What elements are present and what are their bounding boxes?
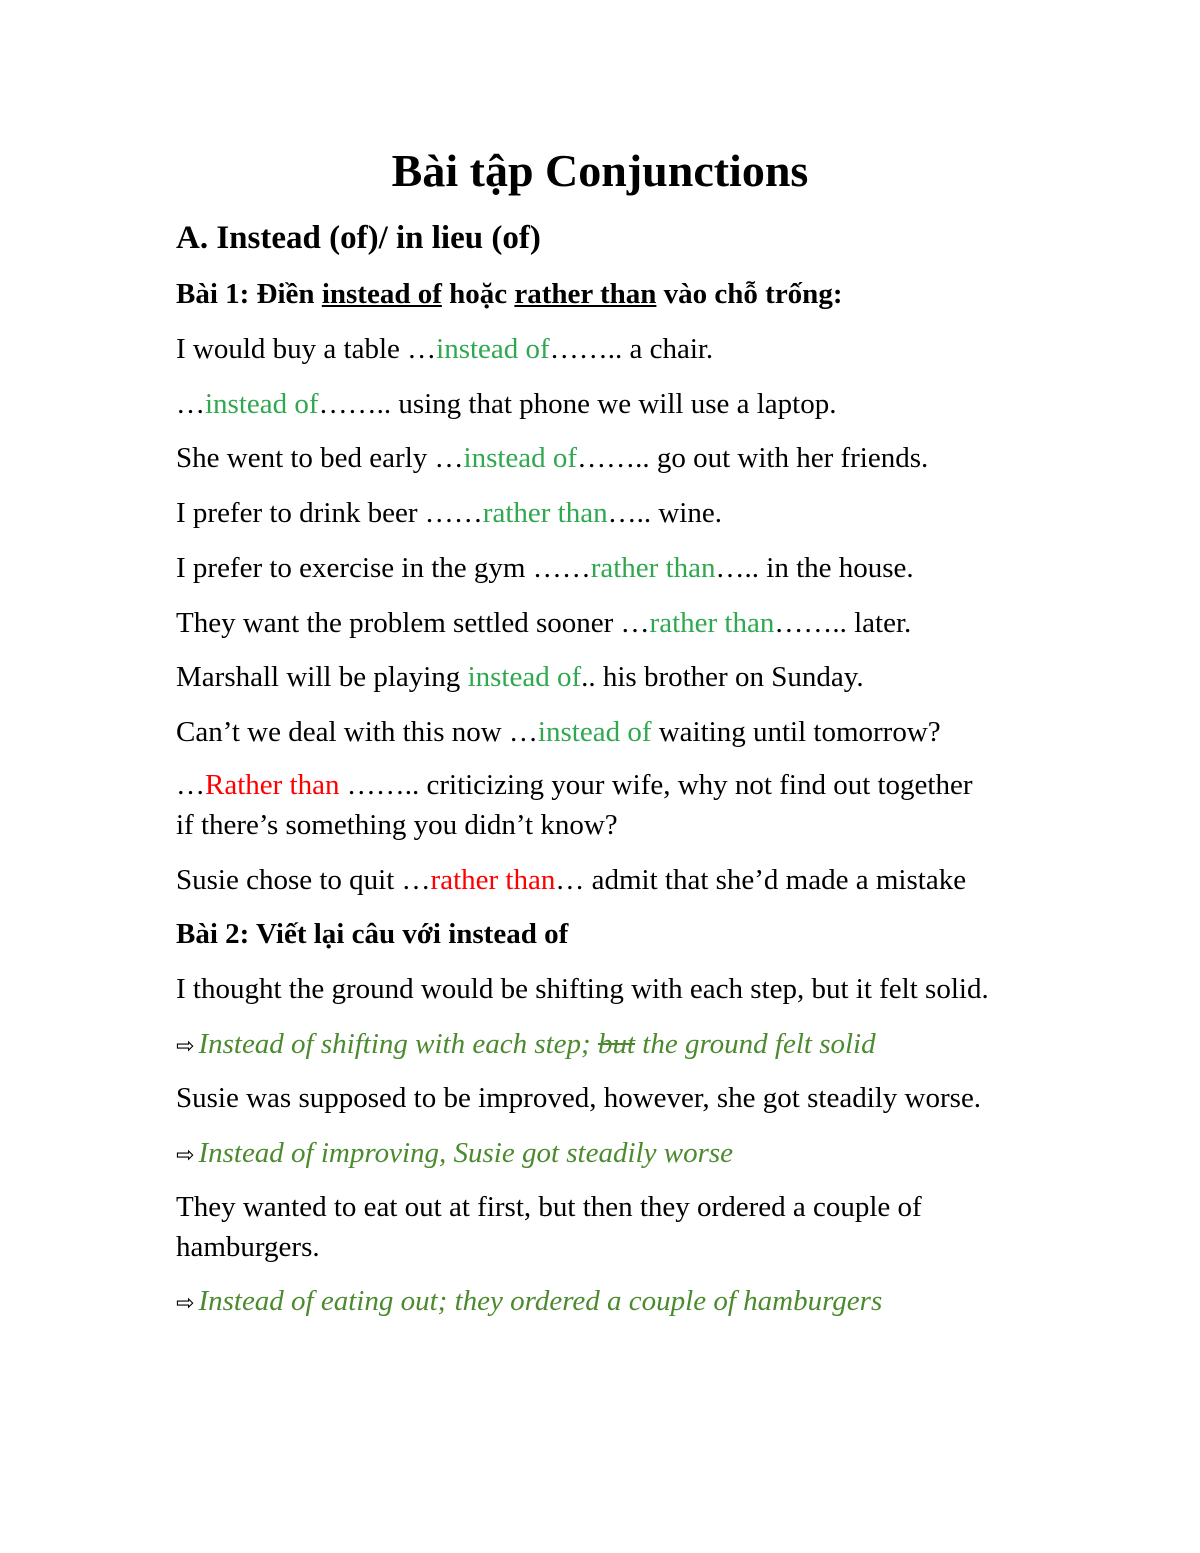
ex2-answer-3 [176, 1281, 882, 1324]
ex1-item-answer: instead of [537, 716, 652, 748]
ex1-item-8 [176, 712, 941, 752]
ex1-item-text: …….. using that phone we will use a laptop. [318, 388, 837, 420]
ex1-item-text: …….. criticizing your wife, why not find out together [339, 769, 973, 801]
ex1-item-9-continued: if there’s something you didn’t know? [176, 809, 618, 841]
ex1-item-answer: rather than [649, 607, 775, 639]
ex2-question-3: They wanted to eat out at first, but then they ordered a couple of [176, 1191, 922, 1223]
ex1-item-answer: instead of [463, 442, 578, 474]
ex1-item-text: …….. a chair. [549, 333, 714, 365]
ex2-question-2: Susie was supposed to be improved, however, she got steadily worse. [176, 1082, 982, 1114]
arrow-right-icon: ⇨ [176, 1291, 195, 1316]
ex1-item-10 [176, 860, 966, 900]
arrow-right-icon: ⇨ [176, 1143, 195, 1168]
exercise-1-mid: hoặc [441, 278, 515, 310]
ex1-item-text: …….. later. [774, 607, 912, 639]
ex1-item-text: They want the problem settled sooner … [176, 607, 650, 639]
option-instead-of: instead of [321, 278, 442, 310]
option-rather-than: rather than [514, 278, 657, 310]
ex1-item-4 [176, 493, 722, 533]
ex1-item-text: I prefer to drink beer …… [176, 497, 483, 529]
ex1-item-text: ….. wine. [607, 497, 722, 529]
ex2-answer-1 [176, 1024, 876, 1067]
page-title: Bài tập Conjunctions [391, 145, 809, 196]
ex1-item-answer: instead of [467, 661, 582, 693]
ex2-answer-text: the ground felt solid [635, 1028, 876, 1060]
ex2-answer-text: Instead of improving, Susie got steadily worse [198, 1137, 734, 1169]
ex1-item-answer: instead of [205, 388, 319, 420]
ex2-answer-text: Instead of eating out; they ordered a couple of hamburgers [198, 1285, 883, 1317]
exercise-1-suffix: vào chỗ trống: [656, 278, 843, 310]
ex1-item-answer: rather than [430, 864, 556, 896]
ex1-item-text: .. his brother on Sunday. [581, 661, 864, 693]
ex1-item-text: ….. in the house. [715, 552, 914, 584]
ex1-item-3 [176, 438, 928, 478]
exercise-1-heading [176, 274, 842, 314]
ex1-item-text: I prefer to exercise in the gym …… [176, 552, 591, 584]
ex1-item-answer: rather than [590, 552, 716, 584]
ex1-item-5 [176, 548, 914, 588]
ex2-question-1: I thought the ground would be shifting with each step, but it felt solid. [176, 973, 989, 1005]
ex1-item-answer: Rather than [205, 769, 340, 801]
ex1-item-text: She went to bed early … [176, 442, 464, 474]
ex1-item-answer: instead of [436, 333, 550, 365]
ex1-item-text: Can’t we deal with this now … [176, 716, 538, 748]
ex1-item-7 [176, 657, 864, 697]
ex1-item-text: Marshall will be playing [176, 661, 468, 693]
ex2-answer-text: Instead of shifting with each step; [198, 1028, 598, 1060]
ex1-item-9 [176, 765, 973, 805]
ex1-item-text: waiting until tomorrow? [651, 716, 941, 748]
ex1-item-text: I would buy a table … [176, 333, 437, 365]
section-a-heading: A. Instead (of)/ in lieu (of) [176, 220, 541, 256]
ex2-answer-struck-word: but [597, 1028, 636, 1060]
exercise-2-heading: Bài 2: Viết lại câu với instead of [176, 918, 569, 950]
ex2-question-3-continued: hamburgers. [176, 1231, 320, 1263]
ex1-item-text: Susie chose to quit … [176, 864, 431, 896]
arrow-right-icon: ⇨ [176, 1034, 195, 1059]
ex1-item-text: … admit that she’d made a mistake [555, 864, 967, 896]
ex1-item-2 [176, 384, 836, 424]
ex1-item-answer: rather than [482, 497, 608, 529]
ex2-answer-2 [176, 1133, 733, 1176]
ex1-item-text: … [176, 388, 205, 420]
ex1-item-text: …….. go out with her friends. [577, 442, 929, 474]
ex1-item-1 [176, 329, 713, 369]
ex1-item-text: … [176, 769, 205, 801]
ex1-item-6 [176, 603, 911, 643]
exercise-1-prefix: Bài 1: Điền [176, 278, 322, 310]
